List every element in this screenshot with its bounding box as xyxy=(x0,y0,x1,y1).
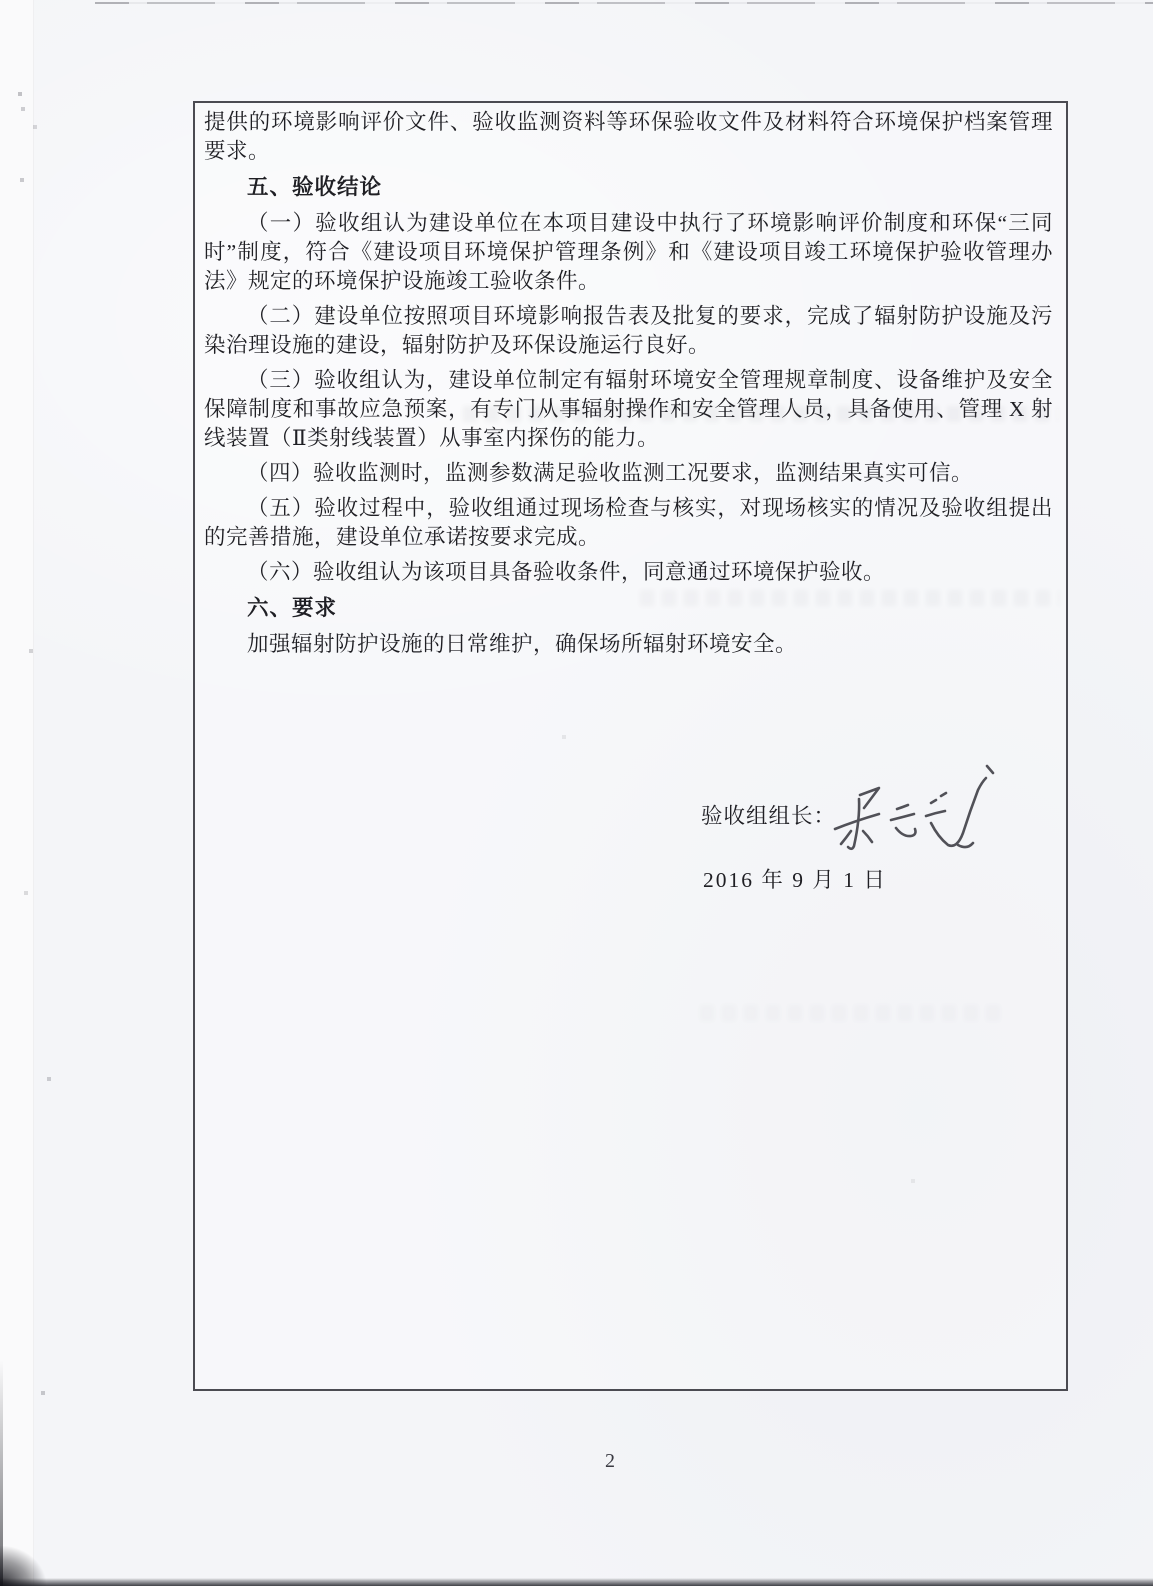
document-body xyxy=(204,108,1053,665)
scan-left-margin xyxy=(0,0,34,1586)
paragraph-item-2: （二）建设单位按照项目环境影响报告表及批复的要求，完成了辐射防护设施及污染治理设施的建设，辐射防护及环保设施运行良好。 xyxy=(204,304,1053,357)
paragraph-continued: 提供的环境影响评价文件、验收监测资料等环保验收文件及材料符合环境保护档案管理要求。 xyxy=(204,110,1053,163)
paragraph-item-5: （五）验收过程中，验收组通过现场检查与核实，对现场核实的情况及验收组提出的完善措施，建设单位承诺按要求完成。 xyxy=(204,496,1053,549)
signature-label: 验收组组长： xyxy=(701,804,837,828)
paragraph-item-3: （三）验收组认为，建设单位制定有辐射环境安全管理规章制度、设备维护及安全保障制度和事故应急预案，有专门从事辐射操作和安全管理人员，具备使用、管理 X 射线装置（Ⅱ类射线装置）从事室内探伤的能力。 xyxy=(204,368,1053,450)
scan-bottom-edge-shadow xyxy=(0,1578,1153,1586)
paragraph-item-6: （六）验收组认为该项目具备验收条件，同意通过环境保护验收。 xyxy=(247,560,886,584)
signature-date: 2016 年 9 月 1 日 xyxy=(703,868,887,892)
paragraph-item-1: （一）验收组认为建设单位在本项目建设中执行了环境影响评价制度和环保“三同时”制度，符合《建设项目环境保护管理条例》和《建设项目竣工环境保护验收管理办法》规定的环境保护设施竣工验收条件。 xyxy=(204,211,1053,293)
section-heading-5: 五、验收结论 xyxy=(247,175,383,199)
scan-top-edge-artifact xyxy=(95,2,1153,4)
scan-corner-shadow xyxy=(0,1546,46,1586)
section-heading-6: 六、要求 xyxy=(247,596,338,620)
paragraph-requirement: 加强辐射防护设施的日常维护，确保场所辐射环境安全。 xyxy=(247,632,798,656)
paragraph-item-4: （四）验收监测时，监测参数满足验收监测工况要求，监测结果真实可信。 xyxy=(247,461,974,485)
document-frame xyxy=(193,101,1068,1391)
page-number: 2 xyxy=(605,1450,615,1472)
handwritten-signature xyxy=(815,753,1010,868)
scan-noise-speckles xyxy=(0,0,2,2)
